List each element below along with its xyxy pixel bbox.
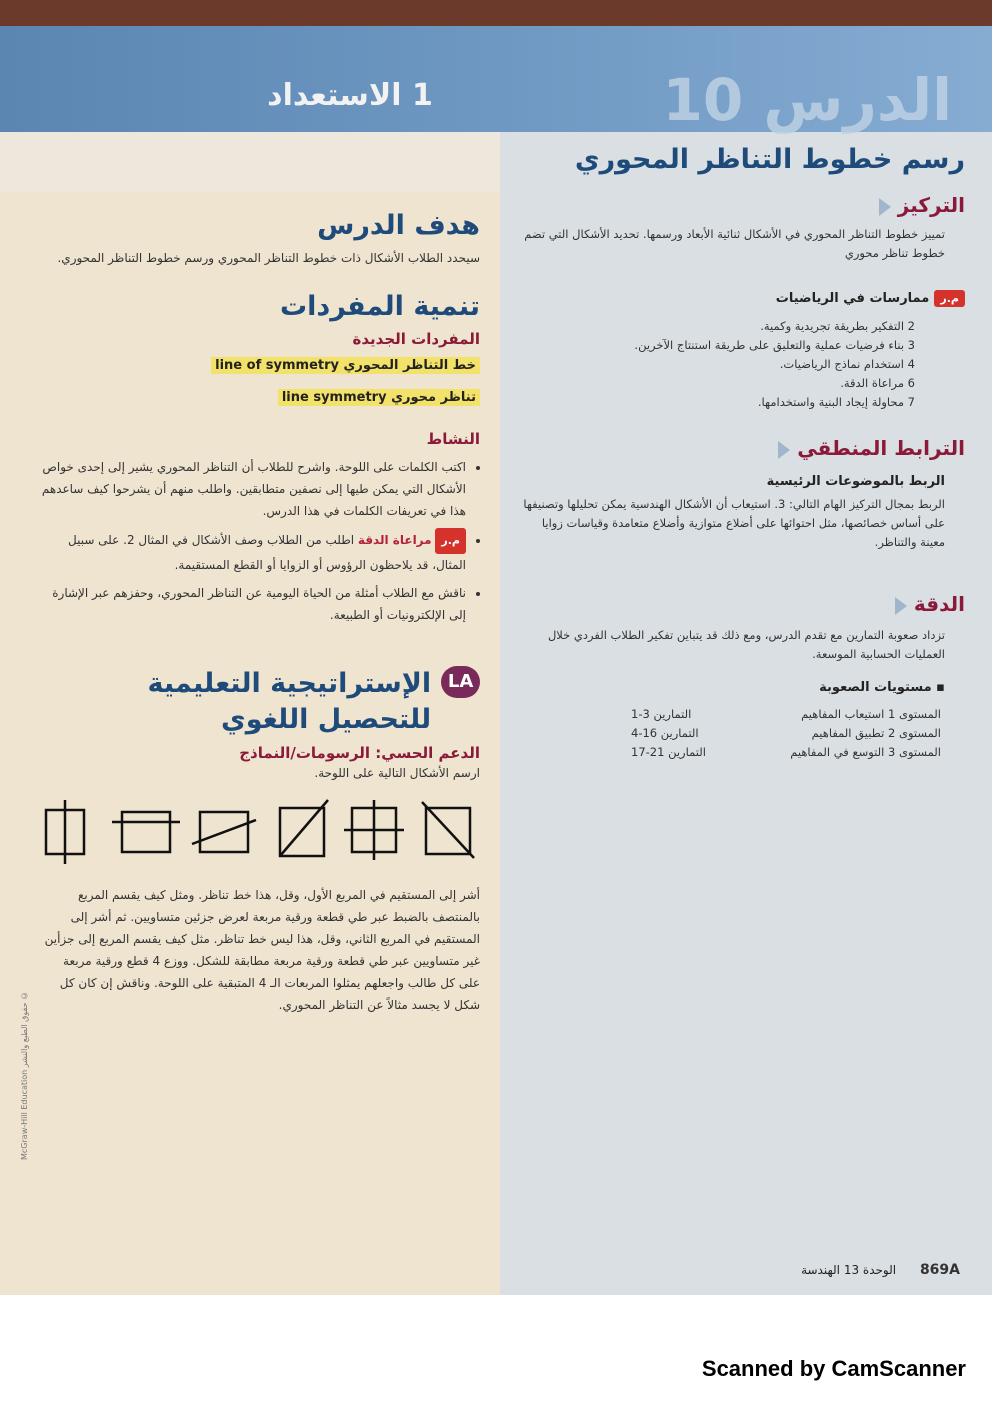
activity-bullet <box>40 528 466 576</box>
activity-bullet-text: اطلب من الطلاب وصف الأشكال في المثال 2. على سبيل المثال، قد يلاحظون الرؤوس أو الزوايا أو القطع المستقيمة. <box>67 533 466 572</box>
figure-vertical-line <box>46 800 84 864</box>
vocabulary-heading: تنمية المفردات <box>279 291 480 322</box>
strategy-heading-row <box>40 666 480 738</box>
page-number: 869A <box>919 1262 960 1278</box>
practice-item: 7 محاولة إيجاد البنية واستخدامها. <box>757 395 915 409</box>
vocab-term-highlight: خط التناظر المحوري line of symmetry <box>211 357 480 374</box>
level-name: المستوى 3 التوسع في المفاهيم <box>790 745 941 759</box>
activity-list <box>40 456 480 626</box>
activity-bullet: • اكتب الكلمات على اللوحة. واشرح للطلاب أن التناظر المحوري يشير إلى إحدى خواص الأشكال التي يمكن طيها إلى نصفين متطابقين. واطلب منهم أن يشرحوا كيف ساعدهم هذا في تعريفات الكلمات في هذا الدرس. <box>40 456 466 522</box>
copyright-credit: McGraw-Hill Education حقوق الطبع والنشر © <box>20 990 29 1160</box>
coherence-subheading: الربط بالموضوعات الرئيسية <box>766 474 945 489</box>
levels-table <box>515 705 965 762</box>
practices-heading: ممارسات في الرياضيات <box>775 291 930 306</box>
level-range: التمارين 3-1 <box>631 707 692 721</box>
focus-heading: التركيز <box>515 193 965 217</box>
left-panel-top <box>0 132 500 192</box>
rigor-text: تزداد صعوبة التمارين مع تقدم الدرس، ومع ذلك قد يتباين تفكير الطلاب الفردي خلال العمليات الحسابية الموسعة. <box>547 628 945 661</box>
activity-bullet: • ناقش مع الطلاب أمثلة من الحياة اليومية عن التناظر المحوري، وحفزهم عبر الإشارة إلى الإلكترونيات أو الطبيعة. <box>40 582 466 626</box>
symmetry-figures <box>40 798 480 868</box>
coherence-text: الربط بمجال التركيز الهام التالي: 3. استيعاب أن الأشكال الهندسية يمكن تحليلها وتصنيفها على أساس خصائصها، مثل احتوائها على أضلاع متوازية وأضلاع متعامدة وقياسات زوايا معينة والتناظر. <box>523 497 945 549</box>
level-name: المستوى 1 استيعاب المفاهيم <box>801 707 941 721</box>
practices-list <box>515 317 965 412</box>
objective-heading: هدف الدرس <box>317 210 480 241</box>
figure-horizontal-rect <box>112 812 180 852</box>
level-range: التمارين 21-17 <box>631 745 706 759</box>
strategy-heading: الإستراتيجية التعليمية للتحصيل اللغوي <box>147 668 432 735</box>
level-range: التمارين 16-4 <box>631 726 699 740</box>
vocabulary-subheading: المفردات الجديدة <box>352 330 480 348</box>
practice-item: 6 مراعاة الدقة. <box>840 376 915 390</box>
lesson-header <box>0 26 992 132</box>
practice-item: 3 بناء فرضيات عملية والتعليق على طريقة استنتاج الآخرين. <box>634 338 915 352</box>
figure-corner-diagonal <box>422 802 474 858</box>
scanner-watermark: Scanned by CamScanner <box>701 1356 966 1381</box>
practice-item: 2 التفكير بطريقة تجريدية وكمية. <box>760 319 915 333</box>
lesson-title: رسم خطوط التناظر المحوري <box>574 144 965 175</box>
left-column <box>40 210 480 1016</box>
top-border <box>0 0 992 26</box>
precision-label: مراعاة الدقة <box>357 533 432 547</box>
practice-badge: م.ر <box>934 290 965 307</box>
figure-slanted-line <box>192 812 256 852</box>
activity-heading: النشاط <box>426 430 480 448</box>
figure-diagonal <box>280 800 328 856</box>
rigor-heading: الدقة <box>515 592 965 616</box>
unit-label: الوحدة 13 الهندسة <box>801 1263 897 1277</box>
strategy-instruction: ارسم الأشكال التالية على اللوحة. <box>314 766 480 780</box>
prep-label: 1 الاستعداد <box>267 78 433 113</box>
vocab-term <box>40 354 480 374</box>
figure-cross <box>344 800 404 860</box>
objective-text: سيحدد الطلاب الأشكال ذات خطوط التناظر المحوري ورسم خطوط التناظر المحوري. <box>57 251 480 265</box>
page-footer <box>770 1262 960 1278</box>
level-row <box>631 743 941 762</box>
level-row <box>631 705 941 724</box>
levels-heading: ▪ مستويات الصعوبة <box>819 680 945 695</box>
right-column <box>515 132 965 762</box>
practices-heading-row <box>515 287 965 307</box>
focus-text: تمييز خطوط التناظر المحوري في الأشكال ثنائية الأبعاد ورسمها. تحديد الأشكال التي تضم خطوط تناظر محوري <box>524 227 945 260</box>
vocab-term-highlight: تناظر محوري line symmetry <box>278 389 480 406</box>
vocab-term <box>40 386 480 406</box>
practice-item: 4 استخدام نماذج الرياضيات. <box>779 357 915 371</box>
arrow-icon <box>879 198 891 216</box>
la-badge: LA <box>441 666 480 698</box>
arrow-icon <box>895 597 907 615</box>
level-row <box>631 724 941 743</box>
level-name: المستوى 2 تطبيق المفاهيم <box>811 726 941 740</box>
arrow-icon <box>778 441 790 459</box>
strategy-paragraph: أشر إلى المستقيم في المربع الأول، وقل، هذا خط تناظر. ومثل كيف يقسم المربع بالمنتصف بالضبط عبر طي قطعة ورقية مربعة لعرض جزئين متساويين. ثم أشر إلى المستقيم في المربع الثاني، وقل، هذا ليس خط تناظر. مثل كيف يقسم المربع إلى جزأين غير متساويين عبر طي قطعة ورقية مربعة مطابقة للشكل. ووزع 4 قطع ورقية مربعة على كل طالب واجعلهم يمثلوا المربعات الـ 4 المتبقية على اللوحة. وناقش إن كان كل شكل لا يجسد مثالاً عن التناظر المحوري. <box>44 888 480 1012</box>
strategy-subheading: الدعم الحسي: الرسومات/النماذج <box>239 744 480 762</box>
coherence-heading: الترابط المنطقي <box>515 436 965 460</box>
lesson-number: الدرس 10 <box>662 66 952 134</box>
precision-badge: م.ر <box>435 528 466 554</box>
